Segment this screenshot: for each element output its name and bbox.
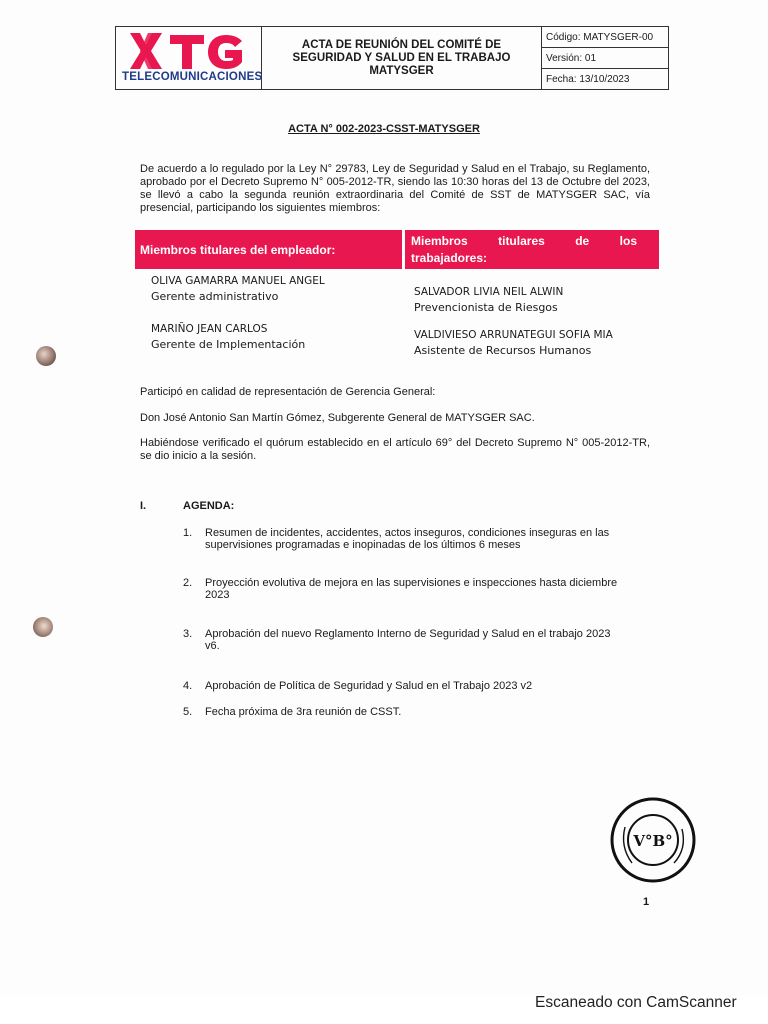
member-role: Prevencionista de Riesgos [414,301,558,314]
employer-members-header [135,230,402,269]
date-field: Fecha: 13/10/2023 [546,73,630,85]
participation-line: Participó en calidad de representación de Gerencia General: [140,386,436,398]
word: los [619,234,637,248]
agenda-item-number: 4. [183,680,193,692]
member-role: Gerente administrativo [151,290,279,303]
stamp-label: V°B° [633,832,673,850]
agenda-item-text: Proyección evolutiva de mejora en las supervisiones e inspecciones hasta diciembre 2023 [205,577,618,601]
document-meta [542,27,668,89]
agenda-item-number: 5. [183,706,193,718]
member-role: Gerente de Implementación [151,338,306,351]
company-logo [116,27,262,89]
word: titulares [498,234,545,248]
document-title: ACTA DE REUNIÓN DEL COMITÉ DE SEGURIDAD Y SALUD EN EL TRABAJO MATYSGER [262,27,542,89]
agenda-item-number: 2. [183,577,193,589]
member-name: VALDIVIESO ARRUNATEGUI SOFIA MIA [414,329,613,341]
version-field: Versión: 01 [542,48,668,69]
agenda-item [183,577,623,601]
agenda-item [183,680,623,692]
worker-members-label-line1 [411,233,637,250]
approval-stamp-icon [610,797,696,883]
punch-hole-icon [36,346,56,366]
intro-paragraph: De acuerdo a lo regulado por la Ley N° 29783, Ley de Seguridad y Salud en el Trabajo, su Reglamento, aprobado por el Decreto Supremo N° 005-2012-TR, siendo las 10:30 horas del 13 de Octubre del 2023, se llevó a cabo la segunda reunión extraordinaria del Comité de SST de MATYSGER SAC, vía presencial, participando los siguientes miembros: [140,163,650,214]
camscanner-watermark: Escaneado con CamScanner [535,994,737,1011]
word: Miembros [411,234,468,248]
agenda-item [183,628,623,652]
document-header [115,26,669,90]
page-number: 1 [643,896,650,908]
acta-title: ACTA N° 002-2023-CSST-MATYSGER [288,123,480,135]
logo-text: TELECOMUNICACIONES [122,71,263,83]
member-role: Asistente de Recursos Humanos [414,344,592,357]
agenda-item-text: Fecha próxima de 3ra reunión de CSST. [205,706,402,718]
agenda-item-number: 3. [183,628,193,640]
quorum-paragraph: Habiéndose verificado el quórum establecido en el artículo 69° del Decreto Supremo N° 005-2012-TR, se dio inicio a la sesión. [140,437,650,462]
worker-members-label-line2: trabajadores: [411,251,488,265]
worker-member [414,327,613,359]
member-name: SALVADOR LIVIA NEIL ALWIN [414,286,564,298]
code-field: Código: MATYSGER-00 [542,27,668,48]
agenda-item-text: Aprobación de Política de Seguridad y Salud en el Trabajo 2023 v2 [205,680,533,692]
tg-logo-icon [126,31,254,71]
agenda-item-text: Aprobación del nuevo Reglamento Interno de Seguridad y Salud en el trabajo 2023 v6. [205,628,611,652]
punch-hole-icon [33,617,53,637]
member-name: MARIÑO JEAN CARLOS [151,323,268,335]
section-number: I. [140,500,147,512]
employer-members-label: Miembros titulares del empleador: [140,242,336,257]
employer-member [151,321,305,353]
agenda-item-text: Resumen de incidentes, accidentes, actos inseguros, condiciones inseguras en las supervisiones programadas e inopinadas de los últimos 6 meses [205,527,610,551]
word: de [575,234,590,248]
representative-line: Don José Antonio San Martín Gómez, Subgerente General de MATYSGER SAC. [140,412,535,424]
worker-member [414,284,563,316]
member-name: OLIVA GAMARRA MANUEL ANGEL [151,275,325,287]
agenda-title: AGENDA: [183,500,235,512]
employer-member [151,273,325,305]
worker-members-header [405,230,659,269]
agenda-item-number: 1. [183,527,193,539]
agenda-item [183,706,623,718]
agenda-item [183,527,623,551]
